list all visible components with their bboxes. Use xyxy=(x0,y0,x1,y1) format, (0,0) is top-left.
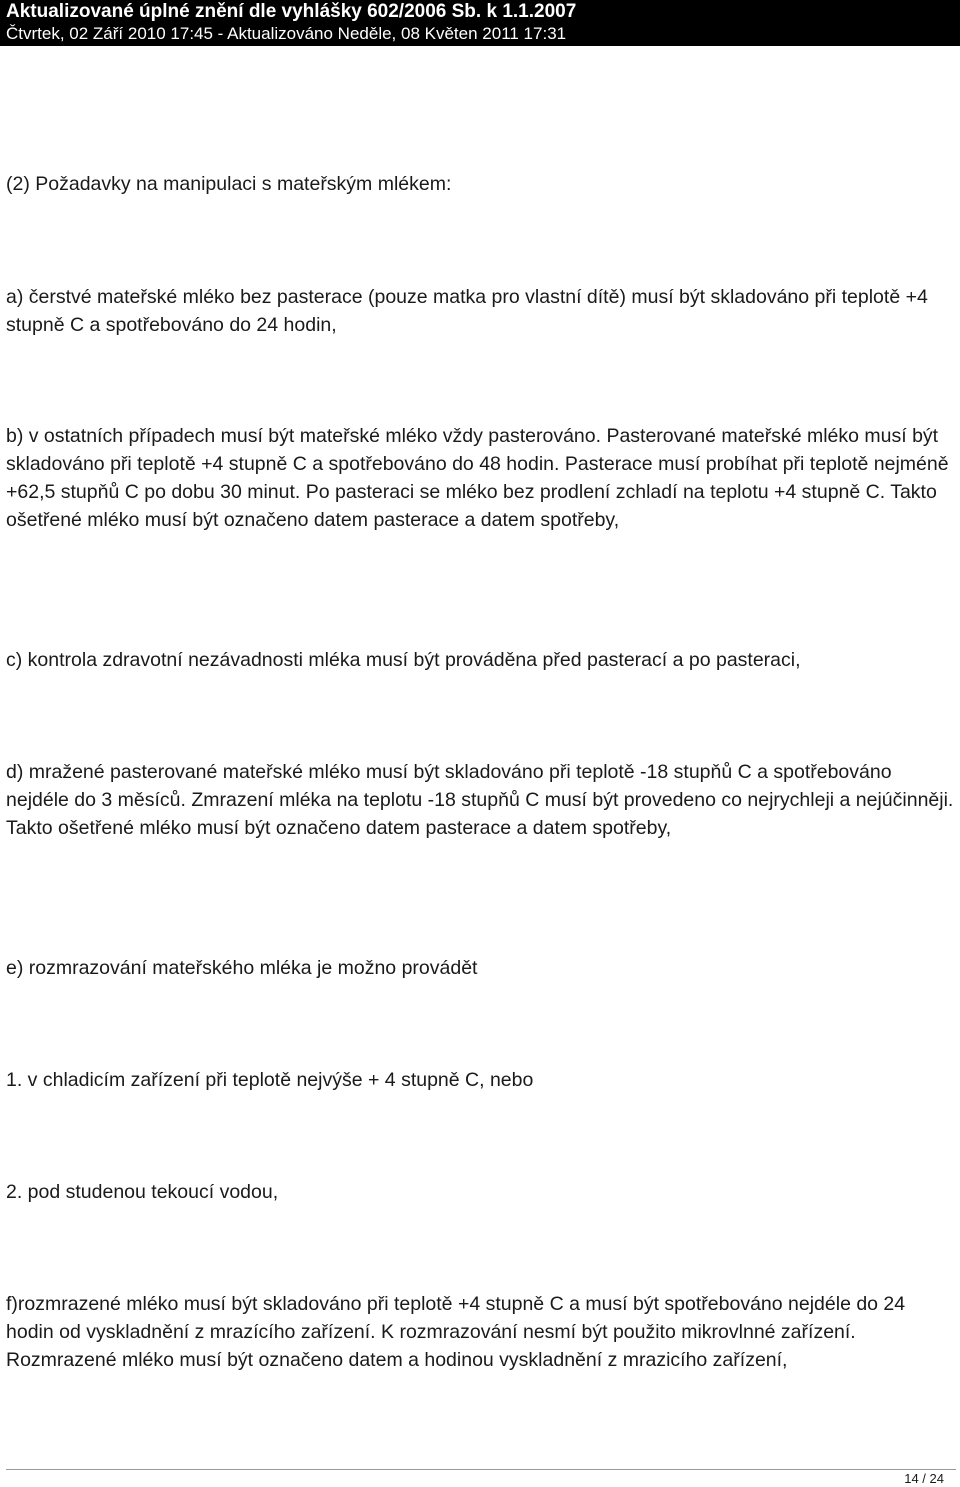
paragraph-e: e) rozmrazování mateřského mléka je možno provádět xyxy=(6,957,478,979)
document-title: Aktualizované úplné znění dle vyhlášky 602/2006 Sb. k 1.1.2007 xyxy=(6,1,577,22)
page-number: 14 / 24 xyxy=(904,1471,944,1486)
document-header xyxy=(0,0,960,46)
paragraph-d: d) mražené pasterované mateřské mléko musí být skladováno při teplotě -18 stupňů C a spotřebováno nejdéle do 3 měsíců. Zmrazení mléka na teplotu -18 stupňů C musí být provedeno co nejrychleji a nejúčinněji. Takto ošetřené mléko musí být označeno datem pasterace a datem spotřeby, xyxy=(6,761,954,839)
paragraph-b: b) v ostatních případech musí být mateřské mléko vždy pasterováno. Pasterované mateřské mléko musí být skladováno při teplotě +4 stupně C a spotřebováno do 48 hodin. Pasterace musí probíhat při teplotě nejméně +62,5 stupňů C po dobu 30 minut. Po pasteraci se mléko bez prodlení zchladí na teplotu +4 stupně C. Takto ošetřené mléko musí být označeno datem pasterace a datem spotřeby, xyxy=(6,425,949,531)
footer-divider xyxy=(6,1469,956,1470)
document-dates: Čtvrtek, 02 Září 2010 17:45 - Aktualizováno Neděle, 08 Květen 2011 17:31 xyxy=(6,24,567,43)
section-heading: (2) Požadavky na manipulaci s mateřským mlékem: xyxy=(6,173,452,195)
paragraph-a: a) čerstvé mateřské mléko bez pasterace (pouze matka pro vlastní dítě) musí být skladováno při teplotě +4 stupně C a spotřebováno do 24 hodin, xyxy=(6,286,928,336)
list-item-2: 2. pod studenou tekoucí vodou, xyxy=(6,1181,279,1203)
paragraph-c: c) kontrola zdravotní nezávadnosti mléka musí být prováděna před pasterací a po pasteraci, xyxy=(6,649,801,671)
list-item-1: 1. v chladicím zařízení při teplotě nejvýše + 4 stupně C, nebo xyxy=(6,1069,534,1091)
paragraph-f: f)rozmrazené mléko musí být skladováno při teplotě +4 stupně C a musí být spotřebováno nejdéle do 24 hodin od vyskladnění z mrazícího zařízení. K rozmrazování nesmí být použito mikrovlnné zařízení. Rozmrazené mléko musí být označeno datem a hodinou vyskladnění z mrazicího zařízení, xyxy=(6,1293,906,1371)
